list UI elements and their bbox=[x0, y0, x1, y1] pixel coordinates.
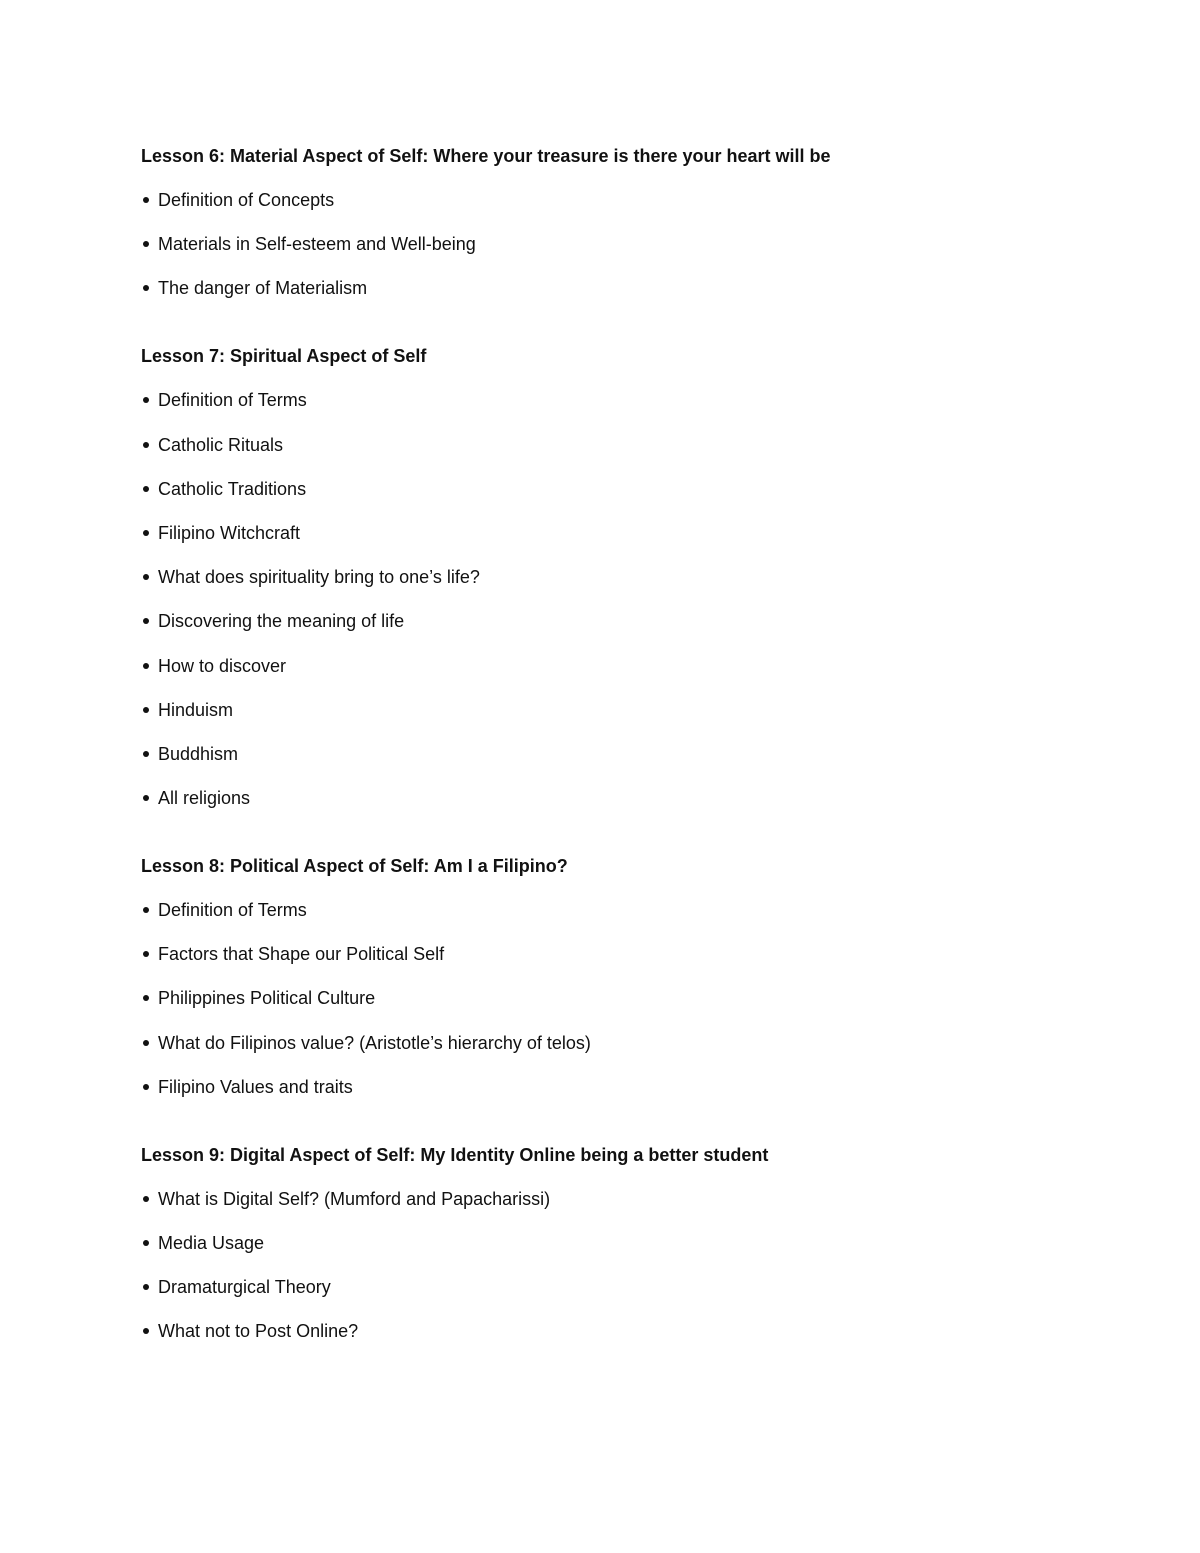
topic-label: Definition of Terms bbox=[158, 390, 307, 411]
bullet-icon bbox=[143, 574, 149, 580]
list-item bbox=[141, 786, 1121, 810]
bullet-icon bbox=[143, 285, 149, 291]
topic-label: Hinduism bbox=[158, 699, 234, 720]
topic-label: Factors that Shape our Political Self bbox=[158, 944, 445, 965]
topic-label: Catholic Traditions bbox=[158, 478, 307, 499]
bullet-icon bbox=[143, 951, 149, 957]
lesson-8 bbox=[141, 854, 1121, 1099]
bullet-icon bbox=[143, 663, 149, 669]
document-content bbox=[141, 144, 1121, 1364]
list-item bbox=[141, 698, 1121, 722]
topic-label: What do Filipinos value? (Aristotle’s hierarchy of telos) bbox=[158, 1032, 591, 1053]
bullet-icon bbox=[143, 707, 149, 713]
list-item bbox=[141, 232, 1121, 256]
list-item bbox=[141, 1075, 1121, 1099]
topic-label: Philippines Political Culture bbox=[158, 988, 376, 1009]
topic-label: Discovering the meaning of life bbox=[158, 611, 405, 632]
topic-list bbox=[141, 898, 1121, 1099]
bullet-icon bbox=[143, 241, 149, 247]
topic-label: What is Digital Self? (Mumford and Papacharissi) bbox=[158, 1188, 551, 1209]
bullet-icon bbox=[143, 995, 149, 1001]
bullet-icon bbox=[143, 751, 149, 757]
bullet-icon bbox=[143, 442, 149, 448]
list-item bbox=[141, 477, 1121, 501]
bullet-icon bbox=[143, 486, 149, 492]
topic-label: What not to Post Online? bbox=[158, 1321, 359, 1342]
topic-label: What does spirituality bring to one’s life? bbox=[158, 567, 480, 588]
list-item bbox=[141, 1031, 1121, 1055]
topic-label: Definition of Terms bbox=[158, 900, 307, 921]
list-item bbox=[141, 1319, 1121, 1343]
list-item bbox=[141, 942, 1121, 966]
bullet-icon bbox=[143, 618, 149, 624]
bullet-icon bbox=[143, 1328, 149, 1334]
topic-label: How to discover bbox=[158, 655, 287, 676]
topic-label: Dramaturgical Theory bbox=[158, 1277, 331, 1298]
list-item bbox=[141, 654, 1121, 678]
list-item bbox=[141, 742, 1121, 766]
bullet-icon bbox=[143, 530, 149, 536]
list-item bbox=[141, 433, 1121, 457]
topic-label: Definition of Concepts bbox=[158, 190, 335, 210]
lesson-title: Lesson 6: Material Aspect of Self: Where your treasure is there your heart will be bbox=[141, 146, 831, 166]
bullet-icon bbox=[143, 1196, 149, 1202]
topic-list bbox=[141, 1187, 1121, 1344]
list-item bbox=[141, 1187, 1121, 1211]
bullet-icon bbox=[143, 397, 149, 403]
list-item bbox=[141, 276, 1121, 300]
topic-label: Materials in Self-esteem and Well-being bbox=[158, 234, 476, 255]
list-item bbox=[141, 1275, 1121, 1299]
lesson-7 bbox=[141, 344, 1121, 810]
bullet-icon bbox=[143, 1240, 149, 1246]
list-item bbox=[141, 898, 1121, 922]
topic-label: Buddhism bbox=[158, 743, 239, 764]
topic-label: The danger of Materialism bbox=[158, 278, 368, 299]
list-item bbox=[141, 565, 1121, 589]
topic-label: Media Usage bbox=[158, 1233, 265, 1253]
topic-list bbox=[141, 188, 1121, 300]
list-item bbox=[141, 188, 1121, 212]
topic-label: Filipino Witchcraft bbox=[158, 522, 301, 543]
bullet-icon bbox=[143, 1084, 149, 1090]
list-item bbox=[141, 521, 1121, 545]
list-item bbox=[141, 609, 1121, 633]
lesson-title: Lesson 7: Spiritual Aspect of Self bbox=[141, 346, 427, 367]
bullet-icon bbox=[143, 197, 149, 203]
bullet-icon bbox=[143, 907, 149, 913]
bullet-icon bbox=[143, 795, 149, 801]
bullet-icon bbox=[143, 1040, 149, 1046]
lesson-9 bbox=[141, 1143, 1121, 1344]
list-item bbox=[141, 986, 1121, 1010]
bullet-icon bbox=[143, 1284, 149, 1290]
topic-list bbox=[141, 388, 1121, 810]
list-item bbox=[141, 1231, 1121, 1255]
list-item bbox=[141, 388, 1121, 412]
lesson-title: Lesson 8: Political Aspect of Self: Am I a Filipino? bbox=[141, 856, 568, 877]
lesson-title: Lesson 9: Digital Aspect of Self: My Identity Online being a better student bbox=[141, 1144, 769, 1165]
topic-label: Catholic Rituals bbox=[158, 434, 284, 455]
topic-label: Filipino Values and traits bbox=[158, 1076, 353, 1097]
lesson-6 bbox=[141, 144, 1121, 300]
topic-label: All religions bbox=[158, 788, 251, 809]
